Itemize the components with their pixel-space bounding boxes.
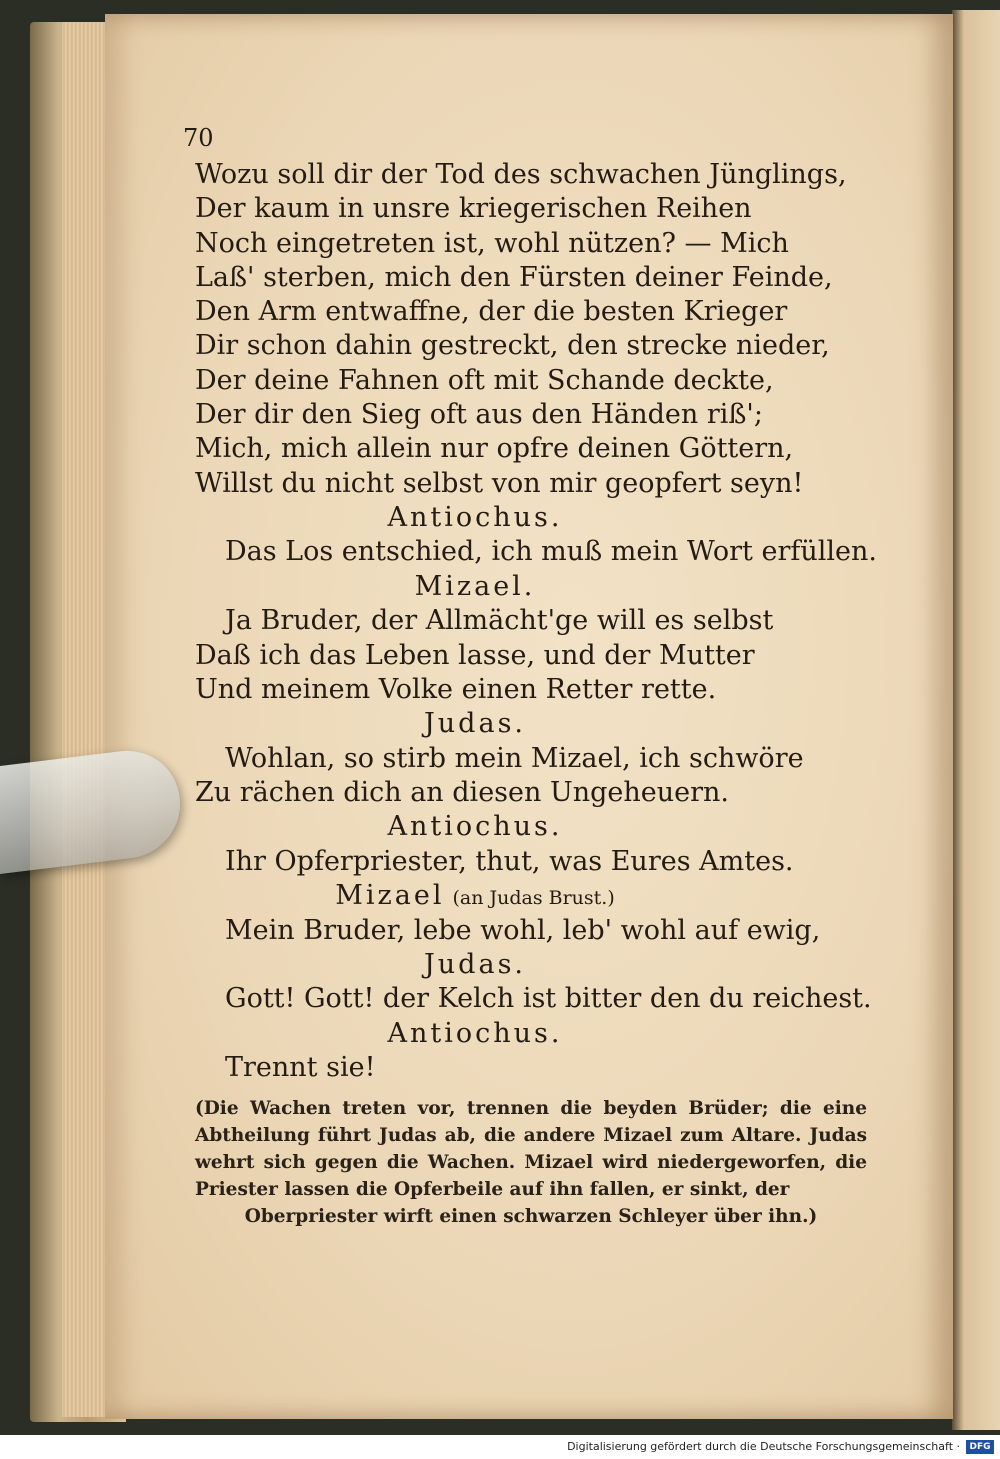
speaker-name [195,879,895,914]
speaker-name: Antiochus. [387,811,563,843]
verse-line: Wozu soll dir der Tod des schwachen Jünglings, [195,159,847,190]
verse-line: Noch eingetreten ist, wohl nützen? — Mich [195,227,789,259]
verse-line: Der kaum in unsre kriegerischen Reihen [195,193,752,225]
speaker-name: Judas. [423,948,527,980]
verse-line: Und meinem Volke einen Retter rette. [195,673,717,705]
verse-line: Ihr Opferpriester, thut, was Eures Amtes. [225,845,794,877]
speaker-name: Antiochus. [387,1017,563,1049]
speaker-name: Mizael. [414,570,536,602]
verse-line: Der dir den Sieg oft aus den Händen riß'; [195,399,763,431]
verse-line: Den Arm entwaffne, der die besten Krieger [195,296,788,328]
speaker-name: Antiochus. [387,501,563,533]
verse-line: Trennt sie! [225,1052,376,1084]
verse-line: Dir schon dahin gestreckt, den strecke nieder, [195,330,830,362]
speaker-name: Judas. [423,708,527,740]
verse-line: Zu rächen dich an diesen Ungeheuern. [195,776,730,808]
page-text [183,118,895,1230]
stage-direction: (Die Wachen treten vor, trennen die beyden Brüder; die eine Abtheilung führt Judas ab, die andere Mizael zum Altare. Judas wehrt sich gegen die Wachen. Mizael wird niedergeworfen, die Priester lassen die Opferbeile auf ihn fallen, er sinkt, der [195,1098,867,1201]
verse-line: Das Los entschied, ich muß mein Wort erfüllen. [225,536,877,568]
page-number: 70 [183,124,214,152]
verse-line: Gott! Gott! der Kelch ist bitter den du reichest. [225,983,872,1015]
verse-line: Ja Bruder, der Allmächt'ge will es selbst [225,605,774,637]
verse-line: Mein Bruder, lebe wohl, leb' wohl auf ewig, [225,914,821,946]
footer-bar [0,1435,1000,1459]
footer-credit: Digitalisierung gefördert durch die Deutsche Forschungsgemeinschaft · [567,1440,960,1453]
verse-line: Der deine Fahnen oft mit Schande deckte, [195,364,774,396]
verse-line: Willst du nicht selbst von mir geopfert seyn! [195,467,804,499]
dfg-logo: DFG [966,1440,994,1454]
speaker-name-text: Mizael [335,880,445,912]
verse-line: Daß ich das Leben lasse, und der Mutter [195,639,755,671]
verse-line: Laß' sterben, mich den Fürsten deiner Feinde, [195,261,833,293]
verse-line: Mich, mich allein nur opfre deinen Göttern, [195,433,794,465]
stage-direction-inline: (an Judas Brust.) [452,887,615,910]
verse-line: Wohlan, so stirb mein Mizael, ich schwöre [225,742,804,774]
stage-direction-last-line: Oberpriester wirft einen schwarzen Schleyer über ihn.) [244,1206,818,1228]
facing-page-edge [952,10,1000,1430]
